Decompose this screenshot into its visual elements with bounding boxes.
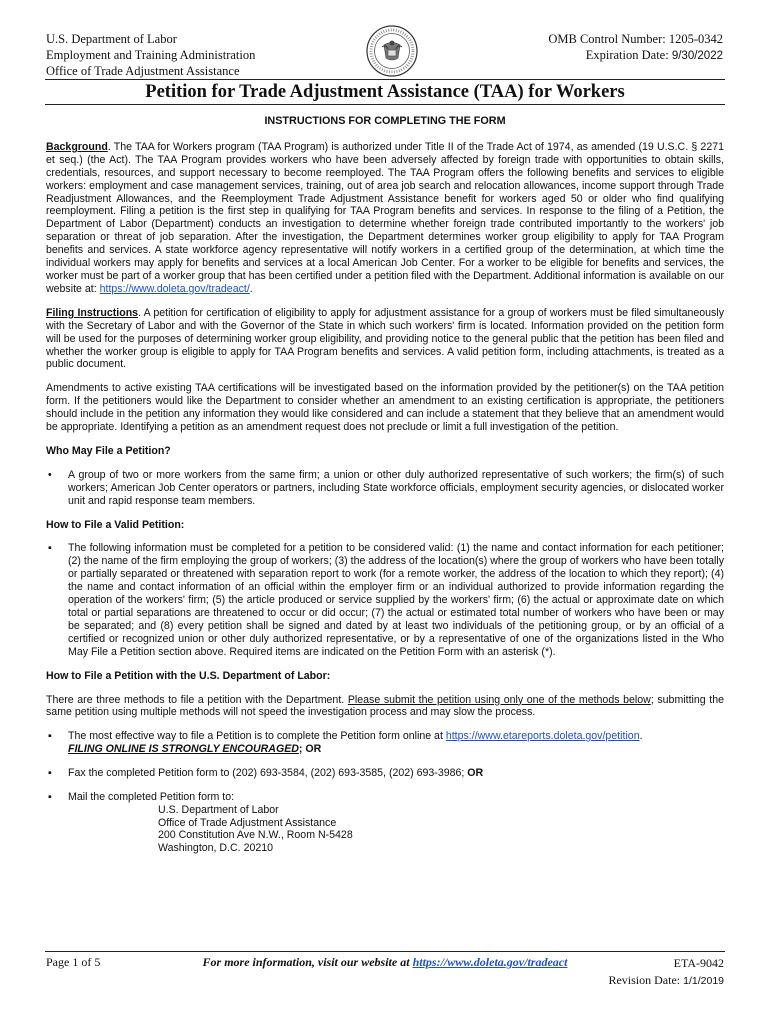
filing-text: . A petition for certification of eligibility to apply for adjustment assistance for a group of workers must be filed simultaneously with the Secretary of Labor and with the Governor of the State in which such workers' firm is located. Information provided on the petition form will be used for the purposes of determining worker group eligibility, and providing notice to the general public that the petition has been filed and whether the worker group is eligible to apply for TAA Program benefits and services. A valid petition form, including attachments, is treated as a public document. bbox=[46, 306, 724, 371]
dol-filing-intro bbox=[46, 694, 724, 720]
agency-block bbox=[46, 31, 255, 79]
etareports-link[interactable]: https://www.etareports.doleta.gov/petition bbox=[445, 730, 640, 743]
bullet-mark: • bbox=[48, 468, 52, 481]
dol-seal-icon bbox=[366, 25, 418, 77]
address-line: Office of Trade Adjustment Assistance bbox=[158, 816, 337, 829]
background-lead: Background bbox=[46, 140, 108, 153]
instructions-body bbox=[46, 115, 724, 855]
online-emphasis: FILING ONLINE IS STRONGLY ENCOURAGED bbox=[68, 743, 299, 756]
intro-underlined: Please submit the petition using only one of the methods below bbox=[347, 693, 651, 706]
mail-method-text bbox=[68, 791, 724, 855]
agency-line: U.S. Department of Labor bbox=[46, 32, 177, 46]
form-identifier bbox=[608, 955, 724, 990]
expiration-row bbox=[548, 47, 723, 64]
bullet-mark: ▪ bbox=[48, 542, 52, 555]
revision-label: Revision Date: bbox=[608, 973, 681, 987]
intro-end: ; submitting the same petition using multiple methods will not speed the investigation process and may slow the process. bbox=[46, 693, 724, 719]
tradeact-link[interactable]: https://www.doleta.gov/tradeact/ bbox=[99, 282, 250, 295]
agency-line: Employment and Training Administration bbox=[46, 48, 256, 62]
instructions-title: INSTRUCTIONS FOR COMPLETING THE FORM bbox=[264, 115, 506, 127]
list-item bbox=[46, 542, 724, 658]
background-end: . bbox=[249, 282, 253, 295]
dol-filing-heading: How to File a Petition with the U.S. Department of Labor: bbox=[46, 669, 331, 682]
fax-text: Fax the completed Petition form to (202) 693-3584, (202) 693-3585, (202) 693-3986; bbox=[68, 767, 468, 780]
list-item bbox=[46, 791, 724, 855]
mail-address bbox=[68, 804, 724, 855]
expiration-date: 9/30/2022 bbox=[671, 50, 723, 62]
address-line: 200 Constitution Ave N.W., Room N-5428 bbox=[158, 829, 353, 842]
footer-divider bbox=[45, 951, 725, 952]
revision-row bbox=[608, 972, 724, 990]
expiration-label: Expiration Date: bbox=[585, 48, 669, 62]
omb-control-number: OMB Control Number: 1205-0342 bbox=[548, 32, 723, 46]
intro-start: There are three methods to file a petition with the Department. bbox=[46, 693, 348, 706]
filing-lead: Filing Instructions bbox=[46, 306, 139, 319]
bullet-mark: ▪ bbox=[48, 767, 52, 780]
fax-method-text bbox=[68, 767, 724, 780]
who-may-file-text: A group of two or more workers from the same firm; a union or other duly authorized representative of such workers; the firm(s) of such workers; American Job Center operators or partners, including State workforce officials, employment security agencies, or dislocated worker unit and rapid response team members. bbox=[68, 468, 724, 507]
list-item bbox=[46, 469, 724, 508]
footer-tradeact-link[interactable]: https://www.doleta.gov/tradeact bbox=[412, 955, 568, 969]
bullet-mark: ▪ bbox=[48, 791, 52, 804]
address-line: Washington, D.C. 20210 bbox=[158, 842, 274, 855]
amendments-paragraph: Amendments to active existing TAA certifications will be investigated based on the information provided by the petitioner(s) on the TAA petition form. If the petitioners would like the Department to consider whether an amendment to an existing certification is appropriate, the petitioners should include in the petition any information they would like considered and can include a statement that they believe that an amendment would be appropriate. Identifying a petition as an amendment request does not preclude or limit a full investigation of the petition. bbox=[46, 382, 724, 434]
omb-block bbox=[548, 31, 723, 64]
header-divider bbox=[45, 79, 725, 80]
page-header bbox=[0, 0, 770, 110]
agency-line: Office of Trade Adjustment Assistance bbox=[46, 64, 240, 78]
revision-date: 1/1/2019 bbox=[683, 975, 724, 987]
address-line: U.S. Department of Labor bbox=[158, 803, 279, 816]
bullet-mark: ▪ bbox=[48, 730, 52, 743]
background-text: . The TAA for Workers program (TAA Program) is authorized under Title II of the Trade Act of 1974, as amended (19 U.S.C. § 2271 et seq.) (the Act). The TAA Program provides workers who have been adversely affected by foreign trade with opportunities to obtain skills, credentials, resources, and support necessary to become reemployed. The TAA Program offers the following benefits and services to eligible workers: employment and case management services, training, out of area job search and relocation allowances, income support through Trade Readjustment Allowances, and the Reemployment Trade Adjustment Assistance benefit for workers aged 50 or older who find qualifying reemployment. Filing a petition is the first step in qualifying for TAA Program benefits and services. In response to the filing of a Petition, the Department of Labor (Department) conducts an investigation to determine whether foreign trade contributed importantly to the workers' job separation or threat of job separation. After the investigation, the Department determines worker group eligibility to apply for TAA Program benefits and services. A state workforce agency representative will notify workers in a certified group of the determination, at which time the individual workers may apply for benefits and services at a local American Job Center. For a worker to be eligible for benefits and services, the worker must be part of a worker group that has been certified under a petition filed with the Department. Additional information is available on our website at: bbox=[46, 140, 724, 295]
online-method-text bbox=[68, 730, 724, 756]
online-or: ; OR bbox=[298, 743, 322, 756]
online-end: . bbox=[639, 730, 643, 743]
title-divider bbox=[45, 104, 725, 105]
filing-instructions-paragraph bbox=[46, 307, 724, 372]
valid-petition-heading: How to File a Valid Petition: bbox=[46, 518, 185, 531]
online-text: The most effective way to file a Petition is to complete the Petition form online at bbox=[68, 730, 446, 743]
list-item bbox=[46, 767, 724, 780]
background-paragraph bbox=[46, 141, 724, 296]
who-may-file-heading: Who May File a Petition? bbox=[46, 444, 171, 457]
fax-or: OR bbox=[467, 767, 484, 780]
form-number: ETA-9042 bbox=[673, 956, 724, 970]
page-number: Page 1 of 5 bbox=[46, 955, 101, 969]
form-title: Petition for Trade Adjustment Assistance (TAA) for Workers bbox=[145, 82, 625, 102]
list-item bbox=[46, 730, 724, 756]
mail-text: Mail the completed Petition form to: bbox=[68, 791, 235, 804]
valid-petition-text: The following information must be completed for a petition to be considered valid: (1) the name and contact information for each petitioner; (2) the name of the firm employing the group of workers; (3) the address of the location(s) where the group of workers who have been totally or partially separated or threatened with separation report to work (for a remote worker, the address of the location to which they report); (4) the name and contact information of an official within the employer firm or an individual authorized to provide information regarding the operation of the workers' firm; (5) the article produced or service supplied by the workers' firm; (6) the actual or approximate date on which total or partial separations are threatened to occur or did occur; (7) the actual or estimated total number of workers who have been or may be separated; and (8) every petition shall be signed and dated by at least two individuals of the petitioning group, or by an official of a certified or recognized union or other duly authorized representative, or by a representative of one of the organizations listed in the Who May File a Petition section above. Required items are indicated on the Petition Form with an asterisk (*). bbox=[68, 542, 724, 658]
footer-note-text: For more information, visit our website at bbox=[202, 955, 413, 969]
